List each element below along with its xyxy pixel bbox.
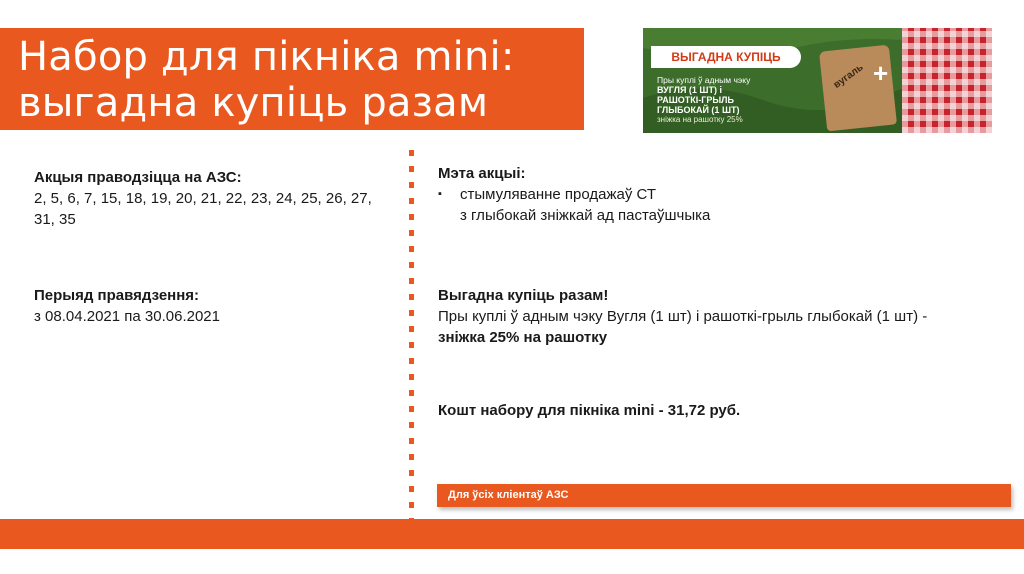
plus-icon: + — [873, 58, 889, 88]
promo-line-5: зніжка на рашотку 25% — [657, 115, 743, 124]
goal-label: Мэта акцыі: — [438, 165, 526, 182]
offer-text — [438, 306, 958, 348]
dotted-divider — [409, 150, 414, 522]
page-title — [18, 34, 515, 126]
title-line-2: выгадна купіць разам — [18, 80, 489, 126]
promo-line-2: ВУГЛЯ (1 ШТ) і — [657, 85, 722, 95]
offer-title: Выгадна купіць разам! — [438, 287, 609, 304]
cost-line: Кошт набору для пікніка mini - 31,72 руб. — [438, 402, 741, 419]
period-value: з 08.04.2021 па 30.06.2021 — [34, 308, 220, 325]
goal-line-1: стымуляванне продажаў СТ — [460, 186, 657, 203]
bag-label: вугаль — [831, 62, 866, 91]
goal-item — [438, 184, 958, 226]
promo-line-1: Пры куплі ў адным чэку — [657, 75, 751, 85]
offer-description: Пры куплі ў адным чэку Вугля (1 шт) і рашоткі-грыль глыбокай (1 шт) - — [438, 308, 928, 325]
bottom-stripe — [0, 519, 1024, 549]
offer-block — [438, 285, 958, 348]
footer-label-bar: Для ўсіх кліентаў АЗС — [437, 484, 1011, 507]
promo-image — [643, 28, 992, 133]
goal-block — [438, 163, 958, 226]
offer-discount: зніжка 25% на рашотку — [438, 329, 608, 346]
promo-line-3: РАШОТКІ-ГРЫЛЬ — [657, 95, 734, 105]
stations-block — [34, 167, 394, 230]
bullet-icon: ▪ — [438, 188, 442, 200]
period-block — [34, 285, 394, 327]
goal-line-2: з глыбокай зніжкай ад пастаўшчыка — [460, 207, 711, 224]
picnic-cloth-icon — [902, 28, 992, 133]
promo-banner: ВЫГАДНА КУПІЦЬ — [651, 46, 801, 68]
period-label: Перыяд правядзення: — [34, 287, 200, 304]
promo-caption — [657, 75, 817, 125]
promo-line-4: ГЛЫБОКАЙ (1 ШТ) — [657, 105, 740, 115]
title-line-1: Набор для пікніка mini: — [18, 34, 515, 80]
stations-label: Акцыя праводзіцца на АЗС: — [34, 169, 242, 186]
stations-list: 2, 5, 6, 7, 15, 18, 19, 20, 21, 22, 23, 24, 25, 26, 27, 31, 35 — [34, 190, 372, 228]
title-bar — [0, 28, 584, 130]
